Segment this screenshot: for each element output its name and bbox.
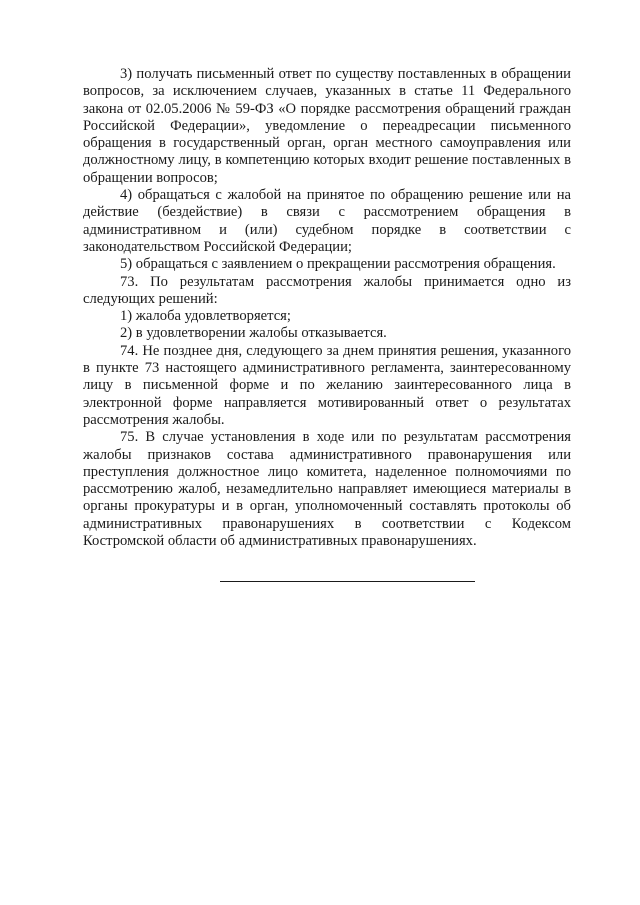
paragraph-decision-2: 2) в удовлетворении жалобы отказывается. <box>120 325 387 342</box>
paragraph-decision-1: 1) жалоба удовлетворяется; <box>120 308 291 325</box>
paragraph-clause-75: 75. В случае установления в ходе или по результатам рассмотрения жалобы признаков состава административного правонарушения или преступления должностное лицо комитета, наделенное полномочиями по рассмотрению жалоб, незамедлительно направляет имеющиеся материалы в органы прокуратуры и в орган, уполномоченный составлять протоколы об административных правонарушениях в соответствии с Кодексом Костромской области об административных правонарушениях. <box>83 429 571 550</box>
document-body <box>83 66 571 550</box>
paragraph-clause-74: 74. Не позднее дня, следующего за днем принятия решения, указанного в пункте 73 настоящего административного регламента, заинтересованному лицу в письменной форме и по желанию заинтересованного лица в электронной форме направляется мотивированный ответ о результатах рассмотрения жалобы. <box>83 342 571 428</box>
paragraph-item-5-right-to-withdraw: 5) обращаться с заявлением о прекращении рассмотрения обращения. <box>120 256 556 273</box>
end-of-document-separator <box>220 581 475 582</box>
paragraph-item-3-right-to-answer: 3) получать письменный ответ по существу поставленных в обращении вопросов, за исключением случаев, указанных в статье 11 Федерального закона от 02.05.2006 № 59-ФЗ «О порядке рассмотрения обращений граждан Российской Федерации», уведомление о переадресации письменного обращения в государственный орган, орган местного самоуправления или должностному лицу, в компетенцию которых входит решение поставленных в обращении вопросов; <box>83 66 571 186</box>
paragraph-clause-73: 73. По результатам рассмотрения жалобы принимается одно из следующих решений: <box>83 273 571 307</box>
paragraph-item-4-right-to-appeal: 4) обращаться с жалобой на принятое по обращению решение или на действие (бездействие) в связи с рассмотрением обращения в административном и (или) судебном порядке в соответствии с законодательством Российской Федерации; <box>83 187 571 255</box>
